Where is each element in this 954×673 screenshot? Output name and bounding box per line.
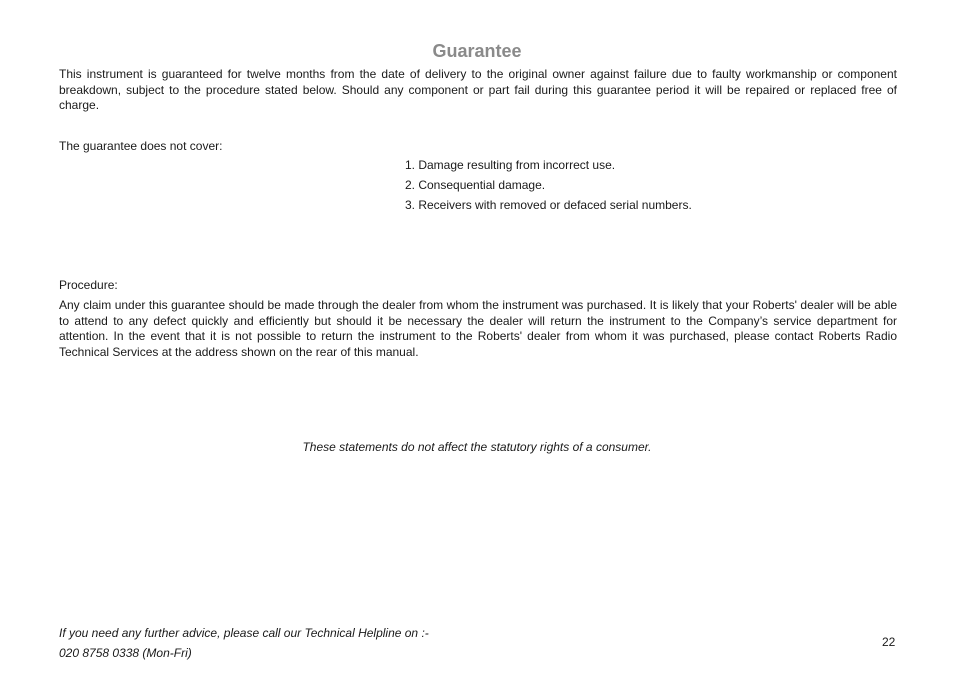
helpline-text: If you need any further advice, please call our Technical Helpline on :- [59, 626, 429, 640]
page-number: 22 [882, 635, 896, 649]
guarantee-intro: This instrument is guaranteed for twelve months from the date of delivery to the original owner against failure due to faulty workmanship or component breakdown, subject to the procedure stated below. Should any component or part fail during this guarantee period it will be repaired or replaced free of charge. [59, 67, 897, 112]
exclusions-list [405, 158, 692, 218]
not-cover-label: The guarantee does not cover: [59, 139, 223, 153]
helpline-number: 020 8758 0338 (Mon-Fri) [59, 646, 192, 660]
list-item: 1. Damage resulting from incorrect use. [405, 158, 616, 172]
procedure-label: Procedure: [59, 278, 118, 292]
list-item: 3. Receivers with removed or defaced serial numbers. [405, 198, 692, 212]
statutory-note: These statements do not affect the statutory rights of a consumer. [302, 440, 652, 454]
page-title: Guarantee [432, 41, 522, 61]
list-item: 2. Consequential damage. [405, 178, 546, 192]
procedure-text: Any claim under this guarantee should be made through the dealer from whom the instrument was purchased. It is likely that your Roberts' dealer will be able to attend to any defect quickly and efficiently but should it be necessary the dealer will return the instrument to the Company’s service department for attention. In the event that it is not possible to return the instrument to the Roberts' dealer from whom it was purchased, please contact Roberts Radio Technical Services at the address shown on the rear of this manual. [59, 298, 897, 359]
